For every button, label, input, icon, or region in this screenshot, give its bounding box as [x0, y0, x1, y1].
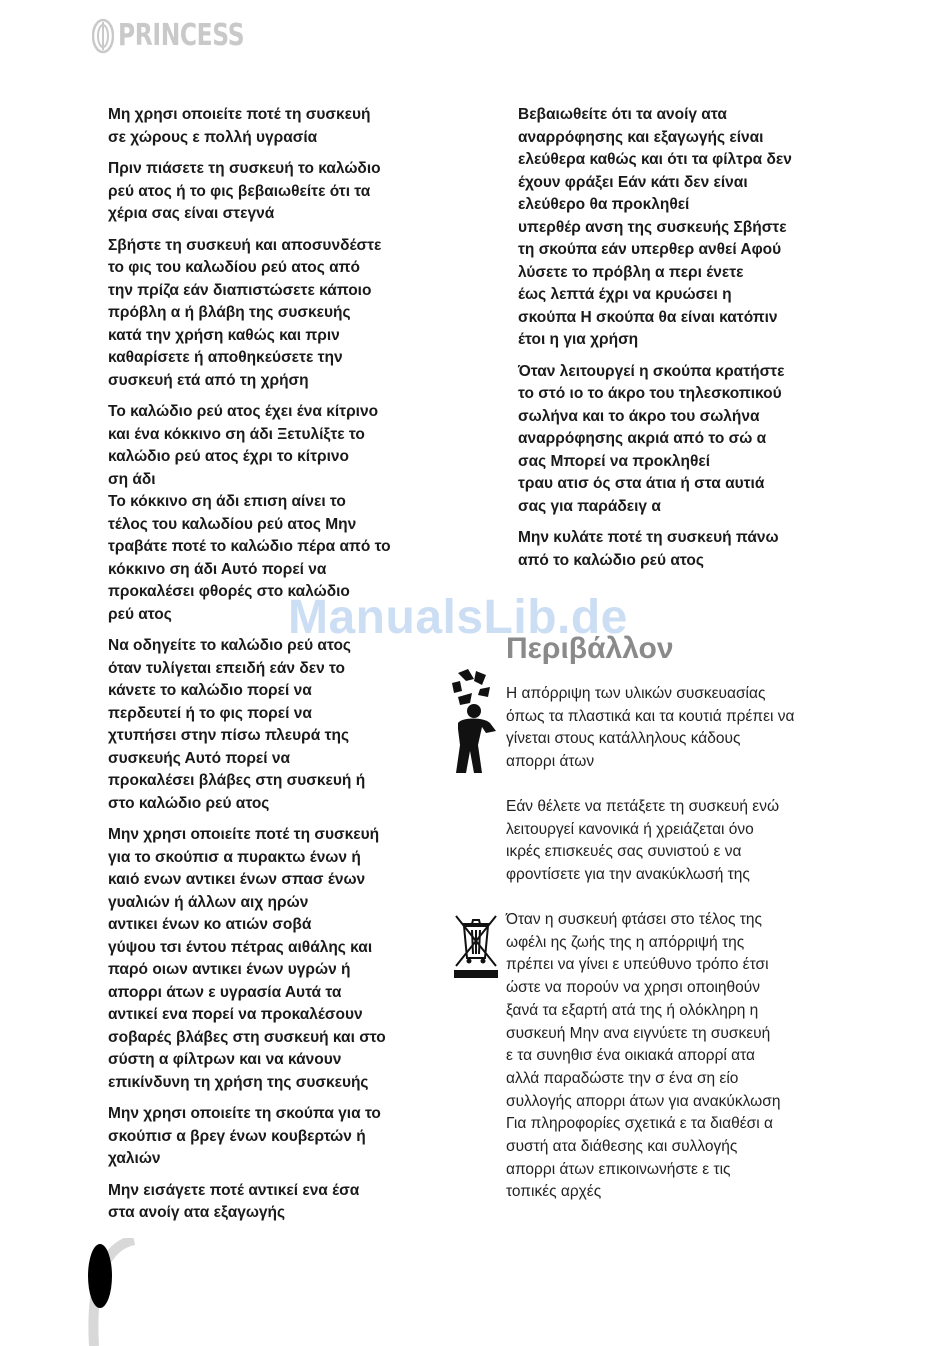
weee-paragraph: Όταν η συσκευή φτάσει στο τέλος της ωφέλι ης ζωής της η απόρριψή της πρέπει να γίνει ε υπεύθυνο τρόπο έτσι ώστε να πορούν να χρησι οποιηθούν ξανά τα εξαρτή ατά της ή ολόκληρη η συσκευή Μην ανα ειγνύετε τη συσκευή ε τα συνηθισ ένα οικιακά απορρί ατα αλλά παραδώστε την σ ένα ση είο συλλογής απορρι άτων για ανακύκλωση Για πληροφορίες σχετικά ε τα διαθέσι α συστή ατα διάθεσης και συλλογής απορρι άτων επικοινωνήστε ε τις τοπικές αρχές — [506, 911, 781, 1201]
page-corner-tab — [76, 1238, 146, 1346]
environment-text — [506, 909, 851, 1204]
crest-icon — [92, 18, 114, 54]
safety-paragraph: Σβήστε τη συσκευή και αποσυνδέστε το φις του καλωδίου ρεύ ατος από την πρίζα εάν διαπιστώσετε κάποιο πρόβλη α ή βλάβη της συσκευής κατά την χρήση καθώς και πριν καθαρίσετε ή αποθηκεύσετε την συσκευή ετά από τη χρήση — [108, 236, 382, 389]
left-column — [108, 104, 443, 1234]
safety-paragraph: Μη χρησι οποιείτε ποτέ τη συσκευή σε χώρους ε πολλή υγρασία — [108, 106, 371, 146]
safety-paragraph: Μην χρησι οποιείτε ποτέ τη συσκευή για το σκούπισ α πυρακτω ένων ή καιό ενων αντικει ένων σπασ ένων γυαλιών ή άλλων αιχ ηρών αντικει ένων κο ατιών σοβά γύψου τσι έντου πέτρας αιθάλης και παρό οιων αντικει ένων υγρών ή απορρι άτων ε υγρασία Αυτά τα αντικεί ενα πορεί να προκαλέσουν σοβαρές βλάβες στη συσκευή και στο σύστη α φίλτρων και να κάνουν επικίνδυνη τη χρήση της συσκευής — [108, 826, 386, 1091]
safety-paragraph: Όταν λειτουργεί η σκούπα κρατήστε το στό ιο το άκρο του τηλεσκοπικού σωλήνα και το άκρο του σωλήνα αναρρόφησης ακριά από το σώ α σας Μπορεί να προκληθεί τραυ ατισ ός στα άτια ή στα αυτιά σας για παράδειγ α — [518, 362, 785, 515]
dispose-in-bin-icon — [444, 667, 500, 777]
recycling-paragraph: Εάν θέλετε να πετάξετε τη συσκευή ενώ λειτουργεί κανονικά ή χρειάζεται όνο ικρές επισκευές σας συνιστού ε να φροντίσετε για την ανακύκλωσή της — [506, 798, 780, 884]
safety-paragraph: Βεβαιωθείτε ότι τα ανοίγ ατα αναρρόφησης και εξαγωγής είναι ελεύθερα καθώς και ότι τα φίλτρα δεν έχουν φράξει Εάν κάτι δεν είναι ελεύθερο θα προκληθεί υπερθέρ ανση της συσκευής Σβήστε τη σκούπα εάν υπερθερ ανθεί Αφού λύσετε το πρόβλη α περι ένετε έως λεπτά έχρι να κρυώσει η σκούπα Η σκούπα θα είναι κατόπιν έτοι η για χρήση — [518, 106, 792, 348]
packaging-paragraph: Η απόρριψη των υλικών συσκευασίας όπως τα πλαστικά και τα κουτιά πρέπει να γίνεται στους κατάλληλους κάδους απορρι άτων — [506, 685, 795, 771]
safety-paragraph: Να οδηγείτε το καλώδιο ρεύ ατος όταν τυλίγεται επειδή εάν δεν το κάνετε το καλώδιο πορεί να περδευτεί ή το φις πορεί να χτυπήσει στην πίσω πλευρά της συσκευής Αυτό πορεί να προκαλέσει βλάβες στη συσκευή ή στο καλώδιο ρεύ ατος — [108, 637, 366, 812]
safety-paragraph: Πριν πιάσετε τη συσκευή το καλώδιο ρεύ ατος ή το φις βεβαιωθείτε ότι τα χέρια σας είναι στεγνά — [108, 160, 381, 222]
safety-paragraph: Μην χρησι οποιείτε τη σκούπα για το σκούπισ α βρεγ ένων κουβερτών ή χαλιών — [108, 1105, 381, 1167]
brand-name: PRINCESS — [118, 18, 245, 53]
environment-text — [506, 683, 851, 774]
crossed-bin-icon — [452, 912, 500, 978]
safety-paragraph: Το καλώδιο ρεύ ατος έχει ένα κίτρινο και ένα κόκκινο ση άδι Ξετυλίξτε το καλώδιο ρεύ ατος έχρι το κίτρινο ση άδι Το κόκκινο ση άδι επιση αίνει το τέλος του καλωδίου ρεύ ατος Μην τραβάτε ποτέ το καλώδιο πέρα από το κόκκινο ση άδι Αυτό πορεί να προκαλέσει φθορές στο καλώδιο ρεύ ατος — [108, 403, 391, 623]
watermark: ManualsLib.de — [288, 591, 628, 644]
environment-text — [506, 796, 851, 887]
environment-title: Περιβάλλον — [506, 632, 674, 665]
safety-paragraph: Μην εισάγετε ποτέ αντικεί ενα έσα στα ανοίγ ατα εξαγωγής — [108, 1181, 360, 1221]
brand-logo — [92, 18, 280, 54]
safety-paragraph: Μην κυλάτε ποτέ τη συσκευή πάνω από το καλώδιο ρεύ ατος — [518, 529, 779, 569]
right-column — [518, 104, 853, 581]
